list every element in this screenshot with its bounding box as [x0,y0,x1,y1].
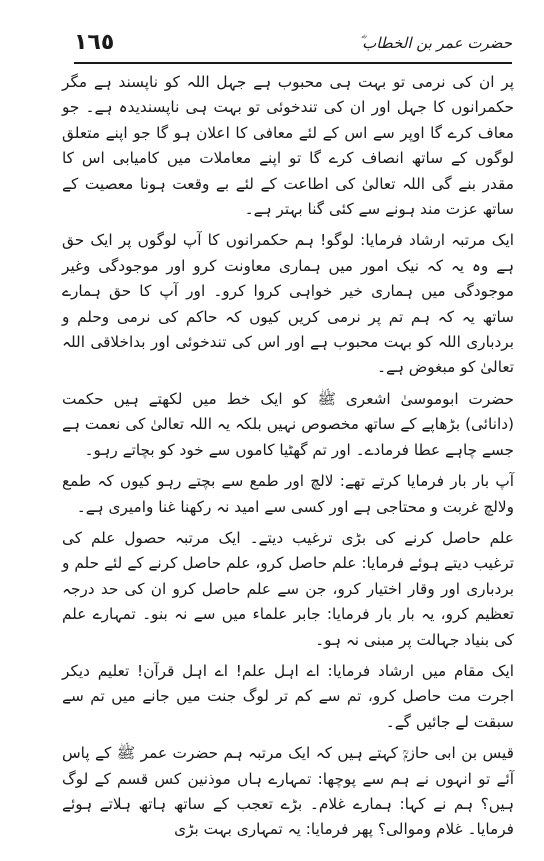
page-header [74,30,512,62]
paragraph-greed: آپ بار بار فرمایا کرتے تھے: لالچ اور طمع سے بچتے رہو کیوں کہ طمع ولالچ غربت و محتاجی ہے اور کسی سے امید نہ رکھنا غنا وامیری ہے۔ [62,472,514,516]
paragraph-letter-abu-musa: حضرت ابوموسیٰ اشعری ﷺ کو ایک خط میں لکھتے ہیں حکمت (دانائی) بڑھاپے کے ساتھ مخصوص نہیں بلکہ یہ اللہ تعالیٰ کی نعمت ہے جسے چاہے عطا فرمادے۔ اور تم گھٹیا کاموں سے خود کو بچاتے رہو۔ [62,389,514,459]
header-divider [74,62,512,64]
running-title: حضرت عمر بن الخطاب ؓ [358,34,512,52]
page-number: ١٦٥ [74,30,115,55]
paragraph-ruler-kindness: پر ان کی نرمی تو بہت ہی محبوب ہے جہل اللہ کو ناپسند ہے مگر حکمرانوں کا جہل اور ان کی تندخوئی تو بہت ہی ناپسندیدہ ہے۔ جو معاف کرے گا اوپر سے اس کے لئے معافی کا اعلان ہو گا جو اپنے متعلق لوگوں کے ساتھ انصاف کرے گا تو اپنے معاملات میں کامیابی اس کا مقدر بنے گی اللہ تعالیٰ کی اطاعت کے لئے بے وقعت ہونا معصیت کے ساتھ عزت مند ہونے سے کئی گنا بہتر ہے۔ [62,73,514,219]
paragraph-qais-narration: قیس بن ابی حازمؒ کہتے ہیں کہ ایک مرتبہ ہم حضرت عمر ﷺ کے پاس آئے تو انہوں نے ہم سے پوچھا: تمہارے ہاں موذنین کس قسم کے لوگ ہیں؟ ہم نے کہا: ہمارے غلام۔ بڑے تعجب کے ساتھ ہاتھ ہلاتے ہوئے فرمایا۔ غلام وموالی؟ پھر فرمایا: یہ تمہاری بہت بڑی [62,744,514,839]
paragraph-knowledge: علم حاصل کرنے کی بڑی ترغیب دیتے۔ ایک مرتبہ حصول علم کی ترغیب دیتے ہوئے فرمایا: علم حاصل کرو، علم حاصل کرنے کے لئے حلم و بردباری اور وقار اختیار کرو، جن سے علم حاصل کرو ان کی حد درجہ تعظیم کرو، یہ بار بار فرمایا: جابر علماء میں سے نہ بنو۔ تمہارے علم کی بنیاد جہالت پر مبنی نہ ہو۔ [62,528,514,649]
paragraph-rulers-rights: ایک مرتبہ ارشاد فرمایا: لوگو! ہم حکمرانوں کا آپ لوگوں پر ایک حق ہے وہ یہ کہ نیک امور میں ہماری معاونت کرو اور موجودگی وغیر موجودگی میں ہماری خیر خواہی کروا کرو۔ اور آپ کا حق ہمارے ساتھ یہ کہ ہم تم پر نرمی کریں کیوں کہ حاکم کی نرمی وحلم و بردباری اللہ کو بہت محبوب ہے اور اس کی تندخوئی اور بداخلاقی اللہ تعالیٰ کو مبغوض ہے۔ [62,231,514,377]
paragraph-people-of-knowledge: ایک مقام میں ارشاد فرمایا: اے اہل علم! اے اہل قرآن! تعلیم دیکر اجرت مت حاصل کرو، تم سے کم تر لوگ جنت میں جانے میں تم سے سبقت لے جائیں گے۔ [62,661,514,731]
body-text [62,70,514,852]
